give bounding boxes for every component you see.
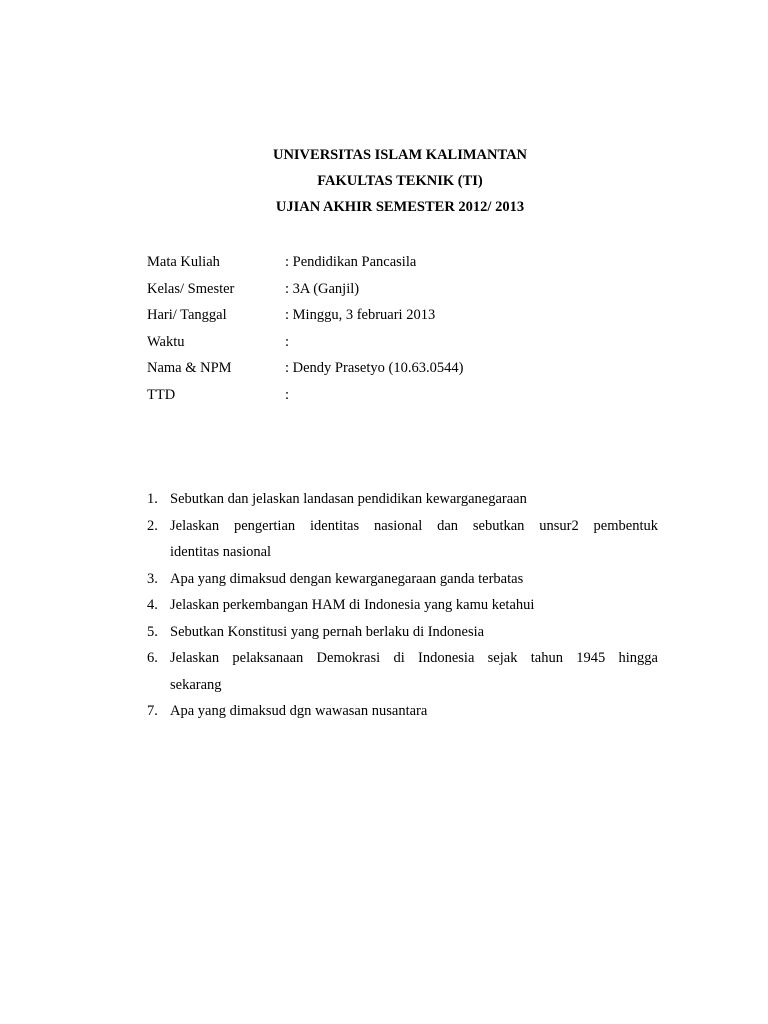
question-text: Sebutkan Konstitusi yang pernah berlaku di Indonesia — [170, 623, 485, 640]
question-text: Sebutkan dan jelaskan landasan pendidikan kewarganegaraan — [170, 491, 527, 507]
question-item — [147, 516, 658, 563]
question-number: 6. — [147, 650, 158, 666]
info-value: : — [285, 333, 290, 350]
info-label: Waktu — [147, 333, 185, 350]
info-label: TTD — [147, 386, 176, 403]
university-name: UNIVERSITAS ISLAM KALIMANTAN — [272, 147, 528, 163]
question-item — [147, 489, 658, 509]
question-item — [147, 569, 658, 589]
question-number: 4. — [147, 597, 158, 613]
question-text-line: Jelaskan pelaksanaan Demokrasi di Indonesia sejak tahun 1945 hingga — [170, 650, 658, 666]
question-text-line: sekarang — [170, 676, 222, 693]
info-label: Nama & NPM — [147, 360, 232, 376]
info-value: : 3A (Ganjil) — [285, 280, 360, 297]
faculty-name: FAKULTAS TEKNIK (TI) — [317, 173, 483, 189]
question-number: 1. — [147, 491, 158, 507]
question-text-line: identitas nasional — [170, 544, 272, 560]
info-value: : Minggu, 3 februari 2013 — [285, 307, 436, 323]
info-value: : — [285, 386, 290, 403]
exam-header — [0, 145, 768, 223]
question-number: 7. — [147, 703, 158, 719]
question-number: 3. — [147, 570, 158, 587]
question-text: Jelaskan perkembangan HAM di Indonesia yang kamu ketahui — [170, 597, 535, 613]
question-text: Apa yang dimaksud dengan kewarganegaraan ganda terbatas — [170, 570, 524, 587]
question-text-line: Jelaskan pengertian identitas nasional dan sebutkan unsur2 pembentuk — [170, 517, 658, 534]
question-number: 2. — [147, 517, 158, 534]
info-label: Kelas/ Smester — [147, 280, 235, 297]
info-value: : Dendy Prasetyo (10.63.0544) — [285, 360, 464, 376]
exam-title: UJIAN AKHIR SEMESTER 2012/ 2013 — [275, 199, 525, 215]
question-item — [147, 595, 658, 615]
question-number: 5. — [147, 623, 158, 640]
info-value: : Pendidikan Pancasila — [285, 254, 417, 270]
question-text: Apa yang dimaksud dgn wawasan nusantara — [170, 703, 428, 719]
question-item — [147, 701, 658, 721]
info-label: Mata Kuliah — [147, 254, 220, 270]
info-label: Hari/ Tanggal — [147, 307, 227, 323]
question-item — [147, 622, 658, 642]
question-item — [147, 648, 658, 695]
question-list — [147, 489, 658, 728]
question-text — [170, 516, 658, 563]
question-text — [170, 648, 658, 695]
